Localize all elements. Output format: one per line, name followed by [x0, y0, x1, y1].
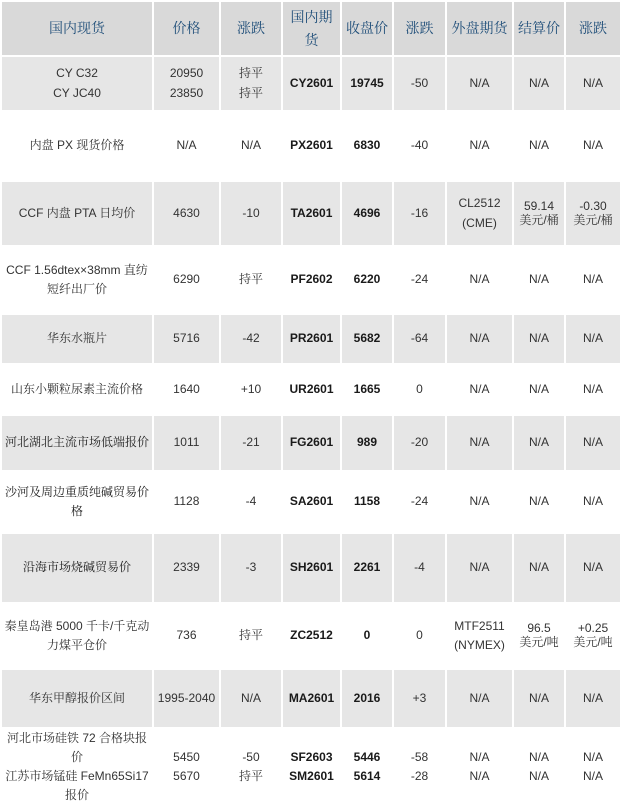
- cell-futures-contract: ZC2512: [283, 604, 340, 668]
- cell-spot-change: -4: [221, 472, 281, 532]
- cell-settle-change: N/A: [566, 670, 620, 727]
- cell-futures-contract: PR2601: [283, 315, 340, 363]
- cell-spot-change: N/A: [221, 670, 281, 727]
- cell-spot-price: 5716: [154, 315, 219, 363]
- cell-spot-name: 华东甲醇报价区间: [2, 670, 152, 727]
- cell-futures-close: 989: [342, 416, 392, 470]
- cell-spot-price: 4630: [154, 182, 219, 245]
- cell-futures-contract: SF2603 SM2601: [283, 729, 340, 805]
- cell-futures-contract: SH2601: [283, 534, 340, 602]
- cell-settle-price: N/A: [514, 670, 564, 727]
- cell-futures-contract: PX2601: [283, 112, 340, 180]
- cell-spot-name: 沿海市场烧碱贸易价: [2, 534, 152, 602]
- cell-spot-name: 内盘 PX 现货价格: [2, 112, 152, 180]
- cell-futures-close: 2261: [342, 534, 392, 602]
- cell-settle-price: N/A N/A: [514, 729, 564, 805]
- cell-futures-close: 19745: [342, 57, 392, 110]
- cell-overseas-contract: N/A: [447, 247, 512, 313]
- cell-spot-price: N/A: [154, 112, 219, 180]
- cell-settle-change: N/A: [566, 112, 620, 180]
- cell-settle-price: N/A: [514, 247, 564, 313]
- cell-spot-change: -21: [221, 416, 281, 470]
- header-spot-change: 涨跌: [221, 2, 281, 55]
- cell-futures-contract: SA2601: [283, 472, 340, 532]
- cell-futures-contract: CY2601: [283, 57, 340, 110]
- header-futures-contract: 国内期货: [283, 2, 340, 55]
- cell-spot-price: 1995-2040: [154, 670, 219, 727]
- cell-settle-price: N/A: [514, 112, 564, 180]
- cell-spot-name: CY C32 CY JC40: [2, 57, 152, 110]
- cell-spot-price: 2339: [154, 534, 219, 602]
- cell-spot-name: CCF 内盘 PTA 日均价: [2, 182, 152, 245]
- cell-spot-name: 河北湖北主流市场低端报价: [2, 416, 152, 470]
- cell-spot-change: 持平: [221, 604, 281, 668]
- cell-settle-change: N/A: [566, 365, 620, 414]
- cell-settle-price: 59.14 美元/桶: [514, 182, 564, 245]
- cell-spot-change: 持平 持平: [221, 57, 281, 110]
- header-overseas-contract: 外盘期货: [447, 2, 512, 55]
- cell-settle-change: N/A: [566, 416, 620, 470]
- cell-futures-change: -40: [394, 112, 445, 180]
- cell-futures-contract: MA2601: [283, 670, 340, 727]
- cell-futures-close: 1665: [342, 365, 392, 414]
- cell-overseas-contract: N/A N/A: [447, 729, 512, 805]
- cell-settle-price: N/A: [514, 57, 564, 110]
- cell-futures-change: -24: [394, 247, 445, 313]
- cell-futures-change: 0: [394, 365, 445, 414]
- cell-overseas-contract: N/A: [447, 365, 512, 414]
- cell-futures-change: -24: [394, 472, 445, 532]
- cell-spot-price: 1640: [154, 365, 219, 414]
- cell-settle-change: N/A: [566, 315, 620, 363]
- cell-futures-change: -64: [394, 315, 445, 363]
- cell-spot-change: N/A: [221, 112, 281, 180]
- cell-futures-change: -58 -28: [394, 729, 445, 805]
- cell-spot-change: -42: [221, 315, 281, 363]
- header-settle-change: 涨跌: [566, 2, 620, 55]
- cell-spot-price: 736: [154, 604, 219, 668]
- cell-futures-contract: PF2602: [283, 247, 340, 313]
- cell-settle-change: -0.30 美元/桶: [566, 182, 620, 245]
- cell-settle-price: N/A: [514, 472, 564, 532]
- cell-spot-name: 秦皇岛港 5000 千卡/千克动 力煤平仓价: [2, 604, 152, 668]
- cell-spot-name: 河北市场硅铁 72 合格块报价 江苏市场锰硅 FeMn65Si17 报价: [2, 729, 152, 805]
- cell-futures-close: 2016: [342, 670, 392, 727]
- cell-futures-close: 5682: [342, 315, 392, 363]
- cell-spot-name: 沙河及周边重质纯碱贸易价格: [2, 472, 152, 532]
- header-spot-name: 国内现货: [2, 2, 152, 55]
- cell-settle-price: N/A: [514, 534, 564, 602]
- cell-settle-change: N/A: [566, 247, 620, 313]
- cell-spot-price: 20950 23850: [154, 57, 219, 110]
- cell-spot-price: 5450 5670: [154, 729, 219, 805]
- cell-overseas-contract: N/A: [447, 534, 512, 602]
- cell-spot-name: 山东小颗粒尿素主流价格: [2, 365, 152, 414]
- cell-overseas-contract: N/A: [447, 670, 512, 727]
- cell-spot-change: -50 持平: [221, 729, 281, 805]
- cell-settle-change: N/A: [566, 534, 620, 602]
- cell-futures-change: +3: [394, 670, 445, 727]
- cell-settle-price: N/A: [514, 365, 564, 414]
- header-spot-price: 价格: [154, 2, 219, 55]
- cell-futures-change: -50: [394, 57, 445, 110]
- cell-settle-price: N/A: [514, 416, 564, 470]
- cell-futures-close: 5446 5614: [342, 729, 392, 805]
- cell-spot-price: 1011: [154, 416, 219, 470]
- cell-futures-contract: UR2601: [283, 365, 340, 414]
- cell-settle-change: +0.25 美元/吨: [566, 604, 620, 668]
- cell-overseas-contract: N/A: [447, 57, 512, 110]
- cell-spot-price: 6290: [154, 247, 219, 313]
- cell-overseas-contract: CL2512 (CME): [447, 182, 512, 245]
- cell-settle-change: N/A N/A: [566, 729, 620, 805]
- header-futures-close: 收盘价: [342, 2, 392, 55]
- cell-overseas-contract: N/A: [447, 112, 512, 180]
- header-futures-change: 涨跌: [394, 2, 445, 55]
- cell-futures-close: 6220: [342, 247, 392, 313]
- cell-futures-contract: TA2601: [283, 182, 340, 245]
- cell-spot-change: +10: [221, 365, 281, 414]
- cell-futures-close: 1158: [342, 472, 392, 532]
- cell-overseas-contract: MTF2511 (NYMEX): [447, 604, 512, 668]
- cell-overseas-contract: N/A: [447, 416, 512, 470]
- cell-settle-price: 96.5 美元/吨: [514, 604, 564, 668]
- cell-futures-change: -20: [394, 416, 445, 470]
- cell-settle-price: N/A: [514, 315, 564, 363]
- cell-spot-change: 持平: [221, 247, 281, 313]
- cell-overseas-contract: N/A: [447, 472, 512, 532]
- cell-spot-change: -3: [221, 534, 281, 602]
- cell-futures-close: 4696: [342, 182, 392, 245]
- cell-overseas-contract: N/A: [447, 315, 512, 363]
- cell-futures-change: -16: [394, 182, 445, 245]
- cell-futures-contract: FG2601: [283, 416, 340, 470]
- cell-futures-close: 0: [342, 604, 392, 668]
- header-settle-price: 结算价: [514, 2, 564, 55]
- cell-spot-name: CCF 1.56dtex×38mm 直纺 短纤出厂价: [2, 247, 152, 313]
- cell-spot-price: 1128: [154, 472, 219, 532]
- cell-futures-change: -4: [394, 534, 445, 602]
- cell-futures-close: 6830: [342, 112, 392, 180]
- cell-settle-change: N/A: [566, 57, 620, 110]
- cell-spot-change: -10: [221, 182, 281, 245]
- cell-futures-change: 0: [394, 604, 445, 668]
- cell-settle-change: N/A: [566, 472, 620, 532]
- cell-spot-name: 华东水瓶片: [2, 315, 152, 363]
